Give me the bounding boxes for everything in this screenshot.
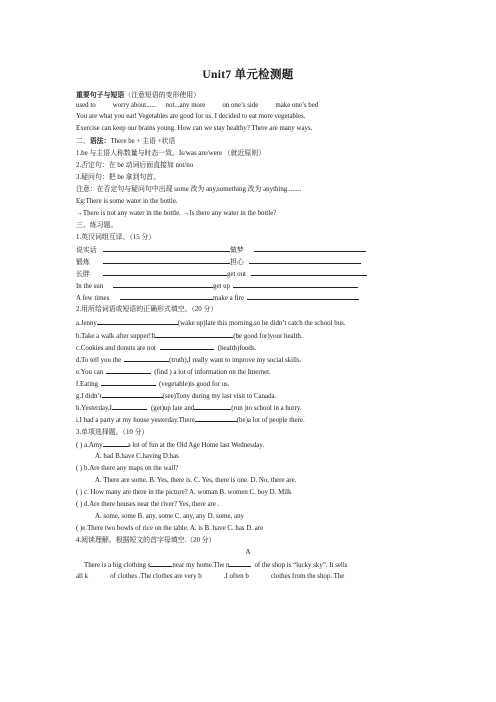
part3-heading: 3.单项选择题。（10 分）	[76, 429, 149, 436]
grammar-heading	[76, 137, 175, 146]
passage-text: .I often b	[223, 573, 249, 580]
answer-blank[interactable]	[249, 257, 361, 264]
answer-blank[interactable]	[251, 269, 367, 276]
phrase: used to	[76, 102, 96, 109]
fill-item-b	[76, 331, 303, 341]
passage-text: near my home.The n	[172, 562, 230, 569]
term-left: A few times	[76, 295, 110, 302]
term-right: 做梦	[230, 247, 244, 254]
answer-blank[interactable]	[124, 355, 169, 362]
answer-blank[interactable]	[103, 245, 230, 252]
item-hint: (find ) a lot of information on the Internet.	[154, 369, 271, 376]
item-hint: (run )to school in a hurry.	[231, 405, 302, 412]
part4-heading: 4.阅读理解。根据短文的首字母填空.（20 分）	[76, 537, 216, 544]
item-text: a.Jenny	[76, 320, 97, 327]
answer-blank[interactable]	[106, 367, 151, 374]
answer-blank[interactable]	[102, 391, 163, 398]
item-text: g.I didn’t	[76, 393, 102, 400]
key-sentences-1: You are what you eat! Vegetables are good for us. I decided to eat more vegetables.	[76, 113, 306, 120]
fill-item-c	[76, 343, 256, 353]
item-hint: (be good for)your health.	[233, 333, 303, 340]
answer-blank[interactable]	[103, 269, 227, 276]
passage-text: of clothes .The clothes are very b	[110, 573, 202, 580]
phrase-list	[76, 101, 318, 110]
grammar-example-transform: →There is not any water in the bottle. →Is there any water in the bottle?	[76, 210, 277, 217]
mc-question-e: ( )e.There two bowls of rice on the table. A. is B. have C. has D. are	[76, 525, 264, 532]
item-text: e.You can	[76, 369, 104, 376]
answer-blank[interactable]	[254, 245, 366, 252]
term-right: get out	[227, 271, 246, 278]
answer-blank[interactable]	[155, 331, 233, 338]
answer-blank[interactable]	[229, 560, 251, 567]
item-hint: (get)up late and	[150, 405, 195, 412]
practice-heading: 三、练习题。	[76, 222, 118, 229]
translation-row	[76, 245, 366, 255]
translation-row	[76, 257, 361, 267]
item-hint: (truth),I really want to improve my social skills.	[169, 357, 302, 364]
part2-heading: 2.用所给词语或短语的正确形式填空。（20 分）	[76, 306, 218, 313]
term-left: 说实话	[76, 247, 97, 254]
passage-text: all k	[76, 573, 89, 580]
fill-item-d	[76, 355, 301, 365]
question-text: a lot of fun at the Old Age Home last Wednesday.	[127, 442, 265, 449]
answer-blank[interactable]	[247, 293, 359, 300]
answer-blank[interactable]	[103, 440, 128, 447]
section-key-heading	[76, 91, 200, 100]
mc-question-c: ( ) c. How many are there in the picture? A. woman B. women C. boy D. Milk	[76, 489, 292, 496]
grammar-example: Eg:There is some water in the bottle.	[76, 198, 178, 205]
answer-blank[interactable]	[195, 415, 237, 422]
mc-question-d: ( ) d.Are there houses near the river? Yes, there are .	[76, 501, 220, 508]
mc-question-a	[76, 440, 264, 450]
mc-question-b: ( ) b.Are there any maps on the wall?	[76, 465, 179, 472]
fill-item-i	[76, 415, 305, 425]
answer-blank[interactable]	[101, 379, 156, 386]
translation-row	[76, 269, 367, 279]
answer-blank[interactable]	[112, 403, 147, 410]
term-right: make a fire	[213, 295, 244, 302]
mc-options-a: A. had B.have C.having D.has	[95, 453, 179, 460]
term-left: 锻炼	[76, 259, 90, 266]
phrase: not...any more	[165, 102, 206, 109]
answer-blank[interactable]	[103, 257, 230, 264]
answer-blank[interactable]	[194, 403, 231, 410]
item-text: c.Cookies and donuts are not	[76, 345, 156, 352]
term-right: get up	[213, 283, 231, 290]
passage-label: A	[245, 548, 251, 556]
section-key-label: 重要句子与短语	[76, 92, 125, 99]
answer-blank[interactable]	[160, 343, 214, 350]
fill-item-a	[76, 318, 346, 328]
part1-heading: 1.英汉词组互译。（15 分）	[76, 234, 156, 241]
section-key-note: （注意短语的变形使用）	[124, 92, 201, 99]
grammar-heading-formula: There be + 主语 +状语	[110, 138, 176, 145]
page-title: Unit7 单元检测题	[202, 69, 294, 81]
term-left: 长胖	[76, 271, 90, 278]
grammar-heading-num: 二、	[76, 138, 90, 145]
answer-blank[interactable]	[233, 281, 358, 288]
item-hint: (vegetable)is good for us.	[159, 381, 230, 388]
fill-item-h	[76, 403, 302, 413]
term-left: In the sun	[76, 283, 104, 290]
answer-blank[interactable]	[150, 560, 172, 567]
item-hint: (wake up)late this morning,so he didn’t catch the school bus.	[177, 320, 346, 327]
item-text: h.Yesterday,I	[76, 405, 112, 412]
item-hint: (be)a lot of people there.	[236, 417, 305, 424]
mc-options-b: A. There are some. B. Yes, there is. C. Yes, there is one. D. No, there are.	[95, 477, 297, 484]
term-right: 担心	[230, 259, 244, 266]
item-hint: (see)Tony during my last visit to Canada.	[162, 393, 277, 400]
passage-text: of the shop is “lucky sky”. It sells	[254, 562, 348, 569]
passage-line-2	[76, 572, 344, 581]
passage-text: clothes from the shop. The	[270, 573, 345, 580]
grammar-rule-2: 2.否定句：在 be 动词后面直接加 not/no	[76, 162, 194, 169]
phrase: make one’s bed	[275, 102, 319, 109]
question-text: ( ) a.Amy	[76, 442, 103, 449]
phrase: worry about......	[112, 102, 157, 109]
passage-line-1	[76, 560, 347, 570]
answer-blank[interactable]	[113, 281, 213, 288]
item-hint: (health)foods.	[217, 345, 257, 352]
fill-item-f	[76, 379, 229, 389]
passage-text: There is a big clothing s	[84, 562, 151, 569]
mc-options-d: A. some, some B. any, some C. any, any D. some, any	[95, 513, 244, 520]
item-text: f.Eating	[76, 381, 99, 388]
translation-row	[76, 281, 358, 291]
item-text: b.Take a walk after supper!It	[76, 333, 156, 340]
phrase: on one’s side	[222, 102, 259, 109]
item-text: d.To tell you the	[76, 357, 122, 364]
key-sentences-2: Exercise can keep our brains young. How can we stay healthy? There are many ways.	[76, 125, 313, 132]
fill-item-e	[76, 367, 271, 377]
grammar-heading-label: 语法：	[89, 138, 111, 145]
grammar-rule-1: 1.be 与主语人称数量与时态一致。Is/was are/were （就近原则）	[76, 150, 266, 157]
answer-blank[interactable]	[97, 318, 178, 325]
grammar-note: 注意：在否定句与疑问句中出现 some 改为 any,something 改为 anything........	[76, 186, 302, 193]
fill-item-g	[76, 391, 276, 401]
translation-row	[76, 293, 359, 303]
item-text: i.I had a party at my house yesterday.There	[76, 417, 195, 424]
grammar-rule-3: 3.疑问句：把 be 拿到句首。	[76, 174, 161, 181]
answer-blank[interactable]	[120, 293, 213, 300]
